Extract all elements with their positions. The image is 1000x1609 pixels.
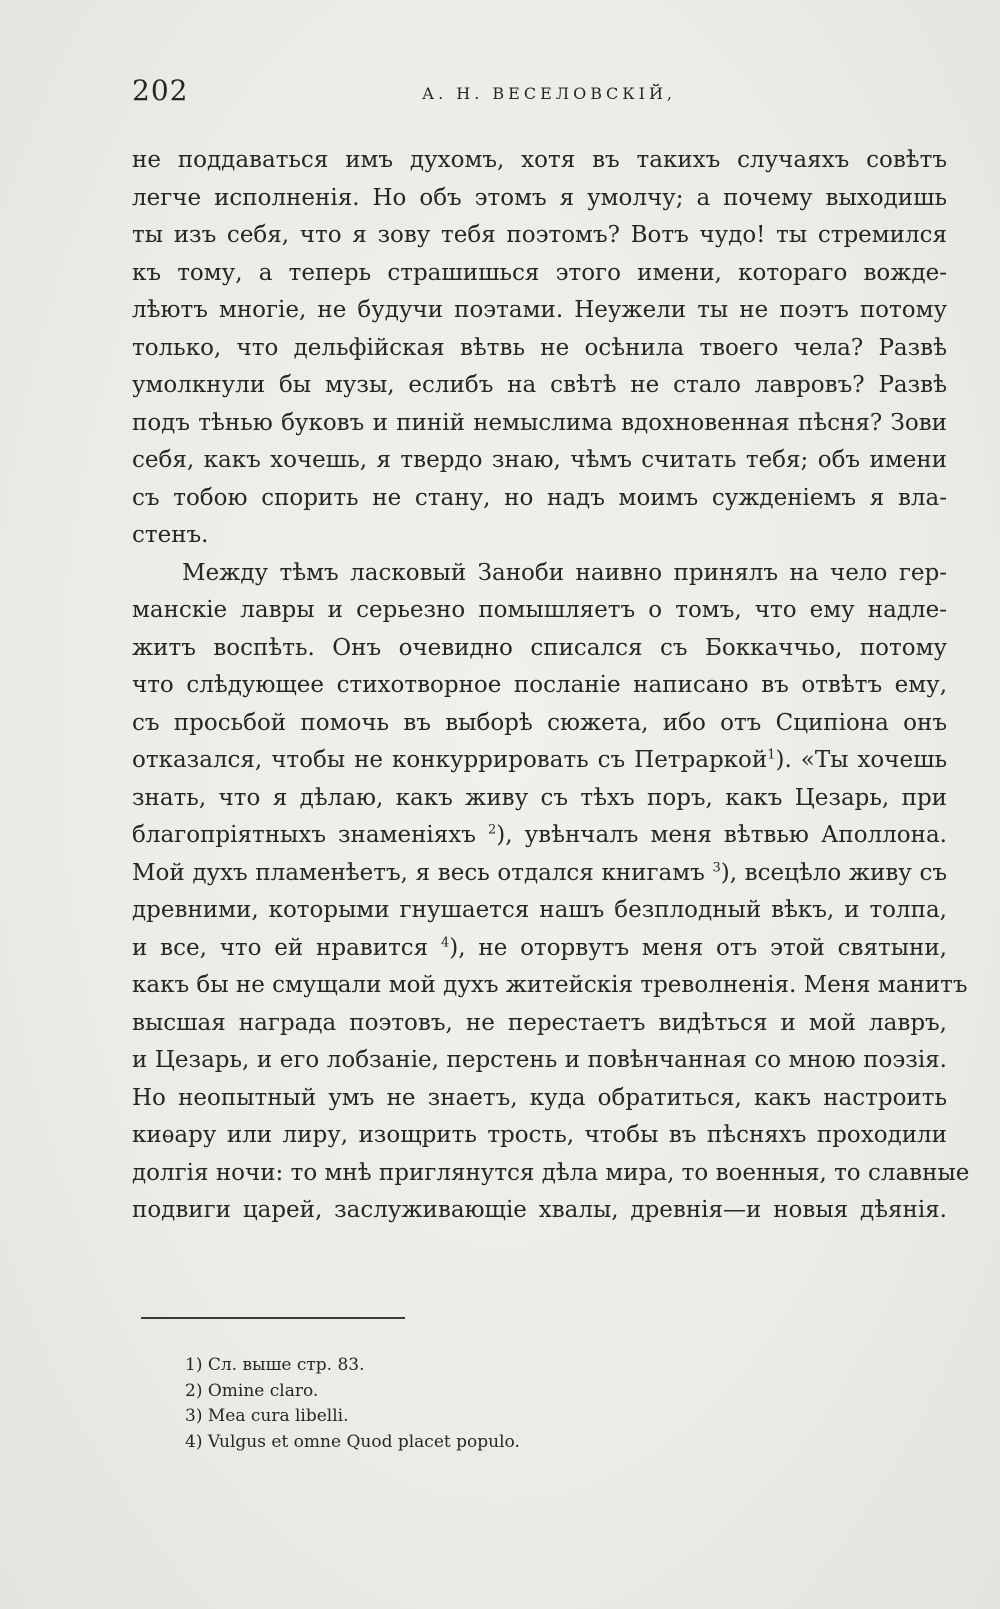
text-segment: отказался, чтобы не конкуррировать съ Петраркой (132, 747, 768, 773)
footnote-ref: 2 (487, 822, 497, 838)
text-line: подвиги царей, заслуживающіе хвалы, древнія—и новыя дѣянія. (132, 1197, 947, 1223)
text-segment: ), всецѣло живу съ (720, 859, 948, 886)
running-head: А. Н. ВЕСЕЛОВСКІЙ, (422, 84, 676, 103)
footnote-ref: 4 (441, 934, 450, 950)
text-line: долгія ночи: то мнѣ приглянутся дѣла мира, то военныя, то славные (132, 1159, 970, 1186)
text-segment: благопріятныхъ знаменіяхъ (132, 822, 476, 848)
text-line: лѣютъ многіе, не будучи поэтами. Неужели ты не поэтъ потому (132, 297, 947, 323)
footnote-ref: 1 (767, 747, 776, 763)
footnote: 1) Сл. выше стр. 83. (185, 1355, 365, 1375)
footnotes (185, 1353, 785, 1455)
text-line: знать, что я дѣлаю, какъ живу съ тѣхъ поръ, какъ Цезарь, при (132, 784, 947, 811)
text-segment: ), увѣнчалъ меня вѣтвью Аполлона. (496, 822, 947, 848)
footnote-ref: 3 (712, 859, 721, 875)
text-line (132, 817, 947, 855)
text-line: съ просьбой помочь въ выборѣ сюжета, ибо отъ Сципіона онъ (132, 709, 947, 736)
text-line: умолкнули бы музы, еслибъ на свѣтѣ не стало лавровъ? Развѣ (132, 372, 947, 398)
text-line: киѳару или лиру, изощрить трость, чтобы въ пѣсняхъ проходили (132, 1122, 947, 1148)
text-line: Но неопытный умъ не знаетъ, куда обратиться, какъ настроить (132, 1084, 947, 1111)
text-segment: и все, что ей нравится (132, 934, 429, 961)
footnote: 2) Omine claro. (185, 1380, 319, 1401)
text-line: не поддаваться имъ духомъ, хотя въ такихъ случаяхъ совѣтъ (132, 147, 947, 173)
text-line: стенъ. (132, 522, 209, 548)
text-line: что слѣдующее стихотворное посланіе написано въ отвѣтъ ему, (132, 672, 947, 698)
text-line (132, 855, 947, 893)
text-line: только, что дельфійская вѣтвь не осѣнила твоего чела? Развѣ (132, 334, 947, 361)
text-line: съ тобою спорить не стану, но надъ моимъ сужденіемъ я вла- (132, 484, 947, 511)
text-line: житъ воспѣть. Онъ очевидно списался съ Боккаччьо, потому (132, 634, 947, 661)
text-segment: ), не оторвутъ меня отъ этой святыни, (449, 934, 947, 961)
text-line (132, 930, 947, 968)
text-line: высшая награда поэтовъ, не перестаетъ видѣться и мой лавръ, (132, 1009, 947, 1036)
text-line: ты изъ себя, что я зову тебя поэтомъ? Вотъ чудо! ты стремился (132, 222, 947, 248)
text-segment: Мой духъ пламенѣетъ, я весь отдался книгамъ (132, 859, 705, 886)
footnote: 4) Vulgus et omne Quod placet populo. (185, 1431, 520, 1452)
footnote-divider (141, 1317, 405, 1319)
text-line: легче исполненія. Но объ этомъ я умолчу; а почему выходишь (132, 184, 947, 211)
text-segment: ). «Ты хочешь (775, 747, 947, 773)
text-line: Между тѣмъ ласковый Заноби наивно принялъ на чело гер- (182, 559, 947, 586)
page-number: 202 (132, 74, 189, 107)
page-header (132, 74, 947, 114)
text-line: какъ бы не смущали мой духъ житейскія треволненія. Меня манитъ (132, 972, 968, 998)
text-line: манскіе лавры и серьезно помышляетъ о томъ, что ему надле- (132, 597, 947, 623)
text-line: себя, какъ хочешь, я твердо знаю, чѣмъ считать тебя; объ имени (132, 447, 947, 473)
footnote: 3) Mea cura libelli. (185, 1406, 349, 1426)
text-line: и Цезарь, и его лобзаніе, перстень и повѣнчанная со мною поэзія. (132, 1047, 947, 1073)
text-line: къ тому, а теперь страшишься этого имени, котораго вожде- (132, 259, 947, 286)
text-line: древними, которыми гнушается нашъ безплодный вѣкъ, и толпа, (132, 897, 947, 923)
text-line (132, 742, 947, 780)
text-line: подъ тѣнью буковъ и пиній немыслима вдохновенная пѣсня? Зови (132, 409, 947, 436)
body-text (132, 142, 970, 1230)
